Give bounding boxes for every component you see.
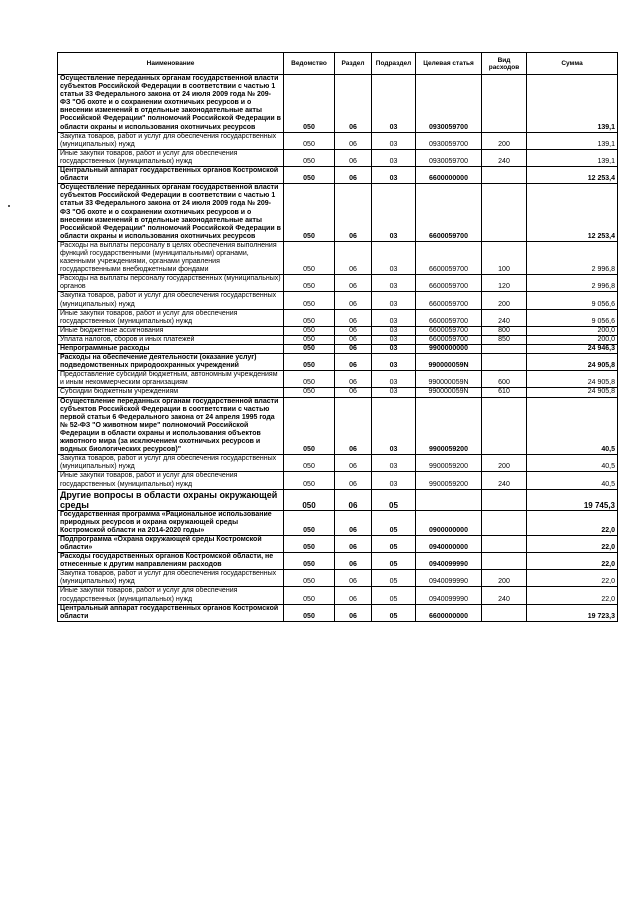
row-target-article: 0940099990: [416, 587, 482, 604]
row-expense-type: [482, 354, 527, 371]
table-row: [58, 570, 618, 587]
row-department: 050: [284, 553, 335, 570]
row-target-article: 6600000000: [416, 167, 482, 184]
row-target-article: 6600059700: [416, 326, 482, 335]
table-row: [58, 167, 618, 184]
table-row: [58, 309, 618, 326]
row-sum: 40,5: [527, 472, 618, 489]
row-section: 06: [335, 489, 372, 510]
table-row: [58, 241, 618, 274]
table-header-row: [58, 53, 618, 75]
row-department: 050: [284, 455, 335, 472]
row-sum: 200,0: [527, 326, 618, 335]
row-department: 050: [284, 167, 335, 184]
row-name: Другие вопросы в области охраны окружающей среды: [58, 489, 284, 510]
row-name: Государственная программа «Рациональное использование природных ресурсов и охрана окружающей среды Костромской области на 2014-2020 годы»: [58, 510, 284, 535]
row-expense-type: [482, 184, 527, 242]
row-section: 06: [335, 326, 372, 335]
row-department: 050: [284, 604, 335, 621]
row-sum: 12 253,4: [527, 167, 618, 184]
row-section: 06: [335, 397, 372, 455]
row-sum: 2 996,8: [527, 241, 618, 274]
row-section: 06: [335, 535, 372, 552]
row-department: 050: [284, 132, 335, 149]
row-subsection: 05: [372, 489, 416, 510]
row-expense-type: 200: [482, 292, 527, 309]
row-section: 06: [335, 587, 372, 604]
row-expense-type: 200: [482, 570, 527, 587]
row-name: Осуществление переданных органам государственной власти субъектов Российской Федерации в соответствии с частью первой статьи 6 Федерального закона от 24 апреля 1995 года № 52-ФЗ "О животном мире" полномочий Российской Федерации в области охраны и использования объектов животного мира (за исключением охотничьих ресурсов и водных биологических ресурсов)": [58, 397, 284, 455]
row-target-article: 6600059700: [416, 184, 482, 242]
row-subsection: 03: [372, 292, 416, 309]
row-expense-type: 800: [482, 326, 527, 335]
row-department: 050: [284, 326, 335, 335]
row-target-article: 0940099990: [416, 570, 482, 587]
header-sum: Сумма: [527, 53, 618, 75]
row-sum: 40,5: [527, 455, 618, 472]
row-department: 050: [284, 397, 335, 455]
row-section: 06: [335, 75, 372, 133]
row-name: Закупка товаров, работ и услуг для обеспечения государственных (муниципальных) нужд: [58, 292, 284, 309]
row-expense-type: 200: [482, 132, 527, 149]
row-target-article: 6600059700: [416, 241, 482, 274]
row-sum: 22,0: [527, 587, 618, 604]
row-section: 06: [335, 292, 372, 309]
row-subsection: 03: [372, 388, 416, 397]
header-name: Наименование: [58, 53, 284, 75]
row-subsection: 05: [372, 510, 416, 535]
row-department: 050: [284, 292, 335, 309]
row-sum: 139,1: [527, 75, 618, 133]
row-subsection: 03: [372, 335, 416, 344]
row-subsection: 03: [372, 371, 416, 388]
row-sum: 22,0: [527, 570, 618, 587]
row-target-article: 0900000000: [416, 510, 482, 535]
row-sum: 139,1: [527, 132, 618, 149]
row-subsection: 05: [372, 587, 416, 604]
row-subsection: 03: [372, 345, 416, 354]
row-name: Расходы на обеспечение деятельности (оказание услуг) подведомственных природоохранных учреждений: [58, 354, 284, 371]
row-department: 050: [284, 184, 335, 242]
row-section: 06: [335, 604, 372, 621]
row-sum: 22,0: [527, 553, 618, 570]
row-subsection: 03: [372, 167, 416, 184]
row-sum: 12 253,4: [527, 184, 618, 242]
table-row: [58, 371, 618, 388]
row-section: 06: [335, 309, 372, 326]
row-expense-type: 610: [482, 388, 527, 397]
row-target-article: 0930059700: [416, 132, 482, 149]
row-department: 050: [284, 587, 335, 604]
row-sum: 139,1: [527, 149, 618, 166]
header-expense-type: Вид расходов: [482, 53, 527, 75]
row-section: 06: [335, 184, 372, 242]
row-target-article: 990000059N: [416, 354, 482, 371]
row-target-article: 0930059700: [416, 149, 482, 166]
row-section: 06: [335, 149, 372, 166]
row-expense-type: [482, 345, 527, 354]
row-subsection: 03: [372, 184, 416, 242]
row-section: 06: [335, 275, 372, 292]
row-name: Субсидии бюджетным учреждениям: [58, 388, 284, 397]
row-target-article: 0940099990: [416, 553, 482, 570]
row-expense-type: 240: [482, 587, 527, 604]
row-section: 06: [335, 553, 372, 570]
row-name: Непрограммные расходы: [58, 345, 284, 354]
row-department: 050: [284, 489, 335, 510]
row-target-article: 990000059N: [416, 388, 482, 397]
table-row: [58, 184, 618, 242]
row-subsection: 03: [372, 149, 416, 166]
document-page: [57, 52, 617, 622]
row-department: 050: [284, 510, 335, 535]
row-name: Центральный аппарат государственных органов Костромской области: [58, 167, 284, 184]
table-row: [58, 132, 618, 149]
row-expense-type: 850: [482, 335, 527, 344]
row-name: Иные закупки товаров, работ и услуг для обеспечения государственных (муниципальных) нужд: [58, 309, 284, 326]
row-expense-type: [482, 510, 527, 535]
row-department: 050: [284, 75, 335, 133]
row-expense-type: [482, 489, 527, 510]
row-sum: 22,0: [527, 535, 618, 552]
row-sum: 2 996,8: [527, 275, 618, 292]
row-expense-type: [482, 553, 527, 570]
header-department: Ведомство: [284, 53, 335, 75]
row-target-article: 0930059700: [416, 75, 482, 133]
row-target-article: 6600000000: [416, 604, 482, 621]
row-name: Иные закупки товаров, работ и услуг для обеспечения государственных (муниципальных) нужд: [58, 149, 284, 166]
header-subsection: Подраздел: [372, 53, 416, 75]
row-section: 06: [335, 241, 372, 274]
table-row: [58, 489, 618, 510]
row-department: 050: [284, 335, 335, 344]
row-sum: 9 056,6: [527, 309, 618, 326]
row-sum: 24 905,8: [527, 388, 618, 397]
table-row: [58, 604, 618, 621]
table-row: [58, 275, 618, 292]
row-expense-type: [482, 75, 527, 133]
row-expense-type: 600: [482, 371, 527, 388]
row-expense-type: [482, 604, 527, 621]
row-sum: 40,5: [527, 397, 618, 455]
row-target-article: 6600059700: [416, 275, 482, 292]
row-department: 050: [284, 241, 335, 274]
row-section: 06: [335, 570, 372, 587]
scan-speck: [8, 205, 10, 207]
row-name: Предоставление субсидий бюджетным, автономным учреждениям и иным некоммерческим организациям: [58, 371, 284, 388]
row-subsection: 03: [372, 326, 416, 335]
row-name: Подпрограмма «Охрана окружающей среды Костромской области»: [58, 535, 284, 552]
row-target-article: 9900000000: [416, 345, 482, 354]
row-subsection: 05: [372, 604, 416, 621]
row-department: 050: [284, 570, 335, 587]
row-subsection: 03: [372, 309, 416, 326]
row-sum: 24 946,3: [527, 345, 618, 354]
row-sum: 200,0: [527, 335, 618, 344]
row-name: Расходы государственных органов Костромской области, не отнесенные к другим направлениям расходов: [58, 553, 284, 570]
row-name: Центральный аппарат государственных органов Костромской области: [58, 604, 284, 621]
row-department: 050: [284, 371, 335, 388]
table-row: [58, 292, 618, 309]
row-subsection: 05: [372, 535, 416, 552]
row-sum: 19 745,3: [527, 489, 618, 510]
row-expense-type: 240: [482, 472, 527, 489]
row-section: 06: [335, 371, 372, 388]
row-expense-type: 120: [482, 275, 527, 292]
row-target-article: 9900059200: [416, 472, 482, 489]
row-section: 06: [335, 388, 372, 397]
table-row: [58, 397, 618, 455]
row-subsection: 03: [372, 275, 416, 292]
header-section: Раздел: [335, 53, 372, 75]
row-subsection: 03: [372, 241, 416, 274]
table-row: [58, 75, 618, 133]
row-subsection: 03: [372, 354, 416, 371]
row-name: Иные закупки товаров, работ и услуг для обеспечения государственных (муниципальных) нужд: [58, 587, 284, 604]
row-section: 06: [335, 510, 372, 535]
row-expense-type: 240: [482, 309, 527, 326]
row-subsection: 05: [372, 570, 416, 587]
row-subsection: 03: [372, 75, 416, 133]
row-subsection: 03: [372, 455, 416, 472]
row-expense-type: 240: [482, 149, 527, 166]
table-row: [58, 149, 618, 166]
table-row: [58, 510, 618, 535]
table-row: [58, 345, 618, 354]
row-department: 050: [284, 388, 335, 397]
row-sum: 9 056,6: [527, 292, 618, 309]
row-department: 050: [284, 309, 335, 326]
row-expense-type: [482, 167, 527, 184]
table-row: [58, 354, 618, 371]
row-sum: 24 905,8: [527, 354, 618, 371]
row-section: 06: [335, 132, 372, 149]
row-sum: 19 723,3: [527, 604, 618, 621]
table-row: [58, 587, 618, 604]
row-section: 06: [335, 455, 372, 472]
budget-table: [57, 52, 618, 622]
row-name: Закупка товаров, работ и услуг для обеспечения государственных (муниципальных) нужд: [58, 455, 284, 472]
row-name: Уплата налогов, сборов и иных платежей: [58, 335, 284, 344]
row-name: Иные закупки товаров, работ и услуг для обеспечения государственных (муниципальных) нужд: [58, 472, 284, 489]
row-expense-type: 100: [482, 241, 527, 274]
row-subsection: 05: [372, 553, 416, 570]
row-target-article: 6600059700: [416, 309, 482, 326]
row-target-article: 0940000000: [416, 535, 482, 552]
row-section: 06: [335, 167, 372, 184]
row-name: Осуществление переданных органам государственной власти субъектов Российской Федерации в соответствии с частью 1 статьи 33 Федерального закона от 24 июля 2009 года № 209-ФЗ "Об охоте и о сохранении охотничьих ресурсов и о внесении изменений в отдельные законодательные акты Российской Федерации" полномочий Российской Федерации в области охраны и использования охотничьих ресурсов: [58, 184, 284, 242]
row-sum: 24 905,8: [527, 371, 618, 388]
row-target-article: 9900059200: [416, 455, 482, 472]
row-expense-type: [482, 397, 527, 455]
table-row: [58, 388, 618, 397]
row-subsection: 03: [372, 132, 416, 149]
row-department: 050: [284, 472, 335, 489]
row-department: 050: [284, 354, 335, 371]
row-name: Осуществление переданных органам государственной власти субъектов Российской Федерации в соответствии с частью 1 статьи 33 Федерального закона от 24 июля 2009 года № 209-ФЗ "Об охоте и о сохранении охотничьих ресурсов и о внесении изменений в отдельные законодательные акты Российской Федерации" полномочий Российской Федерации в области охраны и использования охотничьих ресурсов: [58, 75, 284, 133]
row-section: 06: [335, 354, 372, 371]
row-name: Иные бюджетные ассигнования: [58, 326, 284, 335]
row-section: 06: [335, 335, 372, 344]
row-target-article: 6600059700: [416, 335, 482, 344]
row-expense-type: [482, 535, 527, 552]
table-row: [58, 335, 618, 344]
row-target-article: 990000059N: [416, 371, 482, 388]
row-subsection: 03: [372, 397, 416, 455]
table-row: [58, 326, 618, 335]
table-row: [58, 535, 618, 552]
row-target-article: [416, 489, 482, 510]
row-expense-type: 200: [482, 455, 527, 472]
row-sum: 22,0: [527, 510, 618, 535]
header-target-article: Целевая статья: [416, 53, 482, 75]
row-name: Закупка товаров, работ и услуг для обеспечения государственных (муниципальных) нужд: [58, 132, 284, 149]
table-row: [58, 553, 618, 570]
row-target-article: 9900059200: [416, 397, 482, 455]
row-department: 050: [284, 275, 335, 292]
table-body: [58, 75, 618, 622]
row-department: 050: [284, 535, 335, 552]
table-row: [58, 455, 618, 472]
table-row: [58, 472, 618, 489]
row-section: 06: [335, 345, 372, 354]
row-name: Расходы на выплаты персоналу государственных (муниципальных) органов: [58, 275, 284, 292]
row-name: Расходы на выплаты персоналу в целях обеспечения выполнения функций государственными (муниципальными) органами, казенными учреждениями, органами управления государственными внебюджетными фондами: [58, 241, 284, 274]
row-target-article: 6600059700: [416, 292, 482, 309]
row-subsection: 03: [372, 472, 416, 489]
row-department: 050: [284, 345, 335, 354]
row-name: Закупка товаров, работ и услуг для обеспечения государственных (муниципальных) нужд: [58, 570, 284, 587]
row-department: 050: [284, 149, 335, 166]
row-section: 06: [335, 472, 372, 489]
